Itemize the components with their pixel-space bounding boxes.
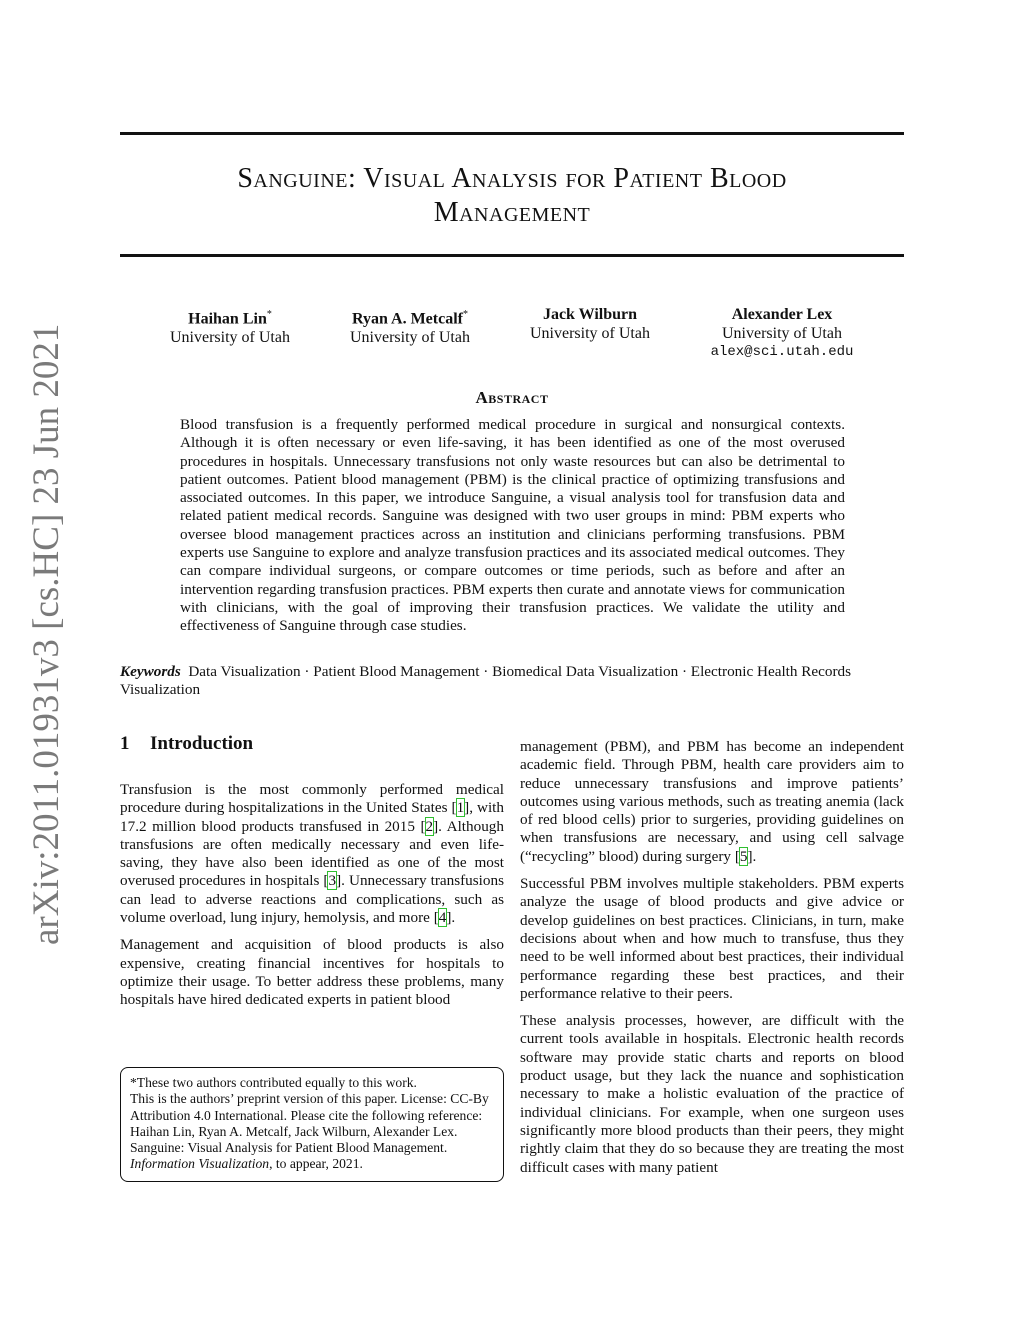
keywords-list: Data Visualization · Patient Blood Management · Biomedical Data Visualization · Electronic Health Records Visualization	[120, 663, 852, 699]
title-line-2: Management	[433, 197, 591, 228]
right-column	[520, 738, 904, 1186]
arxiv-stamp: arXiv:2011.01931v3 [cs.HC] 23 Jun 2021	[26, 323, 67, 945]
footnote-box	[120, 1067, 504, 1182]
paragraph: Successful PBM involves multiple stakeholders. PBM experts analyze the usage of blood products and give advice or develop guidelines on best practices. Clinicians, in turn, make decisions about when and how much to transfuse, thus they need to be well informed about best practices, their individual performance regarding these best practices, and their performance relative to their peers.	[520, 875, 904, 1002]
venue: Information Visualization	[130, 1156, 270, 1172]
author-name: Haihan Lin	[188, 310, 267, 328]
left-column	[120, 781, 504, 1019]
author-name: Ryan A. Metcalf	[352, 310, 463, 328]
keywords-label: Keywords	[120, 663, 181, 680]
title-line-1: Sanguine: Visual Analysis for Patient Blood	[237, 163, 787, 194]
equal-contrib-mark: *	[266, 309, 272, 320]
citation-link[interactable]: 5	[739, 847, 748, 865]
citation-link[interactable]: 2	[425, 817, 434, 835]
paper-title	[120, 162, 904, 230]
paragraph: Management and acquisition of blood products is also expensive, creating financial incentives for hospitals to optimize their usage. To better address these problems, many hospitals have hired dedicated experts in patient blood	[120, 936, 504, 1009]
author-block-1	[150, 305, 310, 347]
citation-link[interactable]: 4	[438, 909, 447, 927]
footnote-line: Haihan Lin, Ryan A. Metcalf, Jack Wilburn, Alexander Lex. Sanguine: Visual Analysis for Patient Blood Management. Information Visualization, to appear, 2021.	[130, 1123, 458, 1172]
title-rule-bottom	[120, 254, 904, 257]
citation-link[interactable]: 1	[456, 799, 465, 817]
author-affiliation: University of Utah	[722, 325, 842, 342]
paragraph: These analysis processes, however, are difficult with the current tools available in hospitals. Electronic health records software may provide static charts and reports on blood product usage, but they lack the nuance and sophistication necessary to make a holistic evaluation of the practice of individual clinicians. For example, when one surgeon uses significantly more blood products than their peers, they might rightly claim that they do so because they are treating the most difficult cases with many patient	[520, 1012, 904, 1176]
paragraph: management (PBM), and PBM has become an independent academic field. Through PBM, health care providers aim to reduce unnecessary transfusions and improve patients’ outcomes using various methods, such as treating anemia (lack of red blood cells) prior to surgeries, providing guidelines on when transfusions are necessary, and using cell salvage (“recycling” blood) during surgery [5].	[520, 738, 904, 865]
section-title: Introduction	[150, 733, 254, 754]
title-rule-top	[120, 132, 904, 135]
section-number: 1	[120, 733, 130, 754]
author-name: Alexander Lex	[731, 306, 833, 323]
keywords	[120, 663, 904, 700]
citation-link[interactable]: 3	[328, 872, 337, 890]
section-heading	[120, 733, 253, 755]
footnote-line: This is the authors’ preprint version of this paper. License: CC-By Attribution 4.0 International. Please cite the following reference:	[130, 1091, 489, 1123]
author-name: Jack Wilburn	[542, 306, 638, 323]
author-email[interactable]: alex@sci.utah.edu	[710, 344, 854, 360]
author-block-3	[510, 305, 670, 343]
author-block-2	[330, 305, 490, 347]
abstract-text: Blood transfusion is a frequently performed medical procedure in surgical and nonsurgical contexts. Although it is often necessary or even life-saving, it has been identified as one of the most overused procedures in hospitals. Unnecessary transfusions not only waste resources but can also be detrimental to patient outcomes. Patient blood management (PBM) is the clinical practice of optimizing transfusions and associated outcomes. In this paper, we introduce Sanguine, a visual analysis tool for transfusion data and related patient medical records. Sanguine was designed with two user groups in mind: PBM experts who oversee blood management practices across an institution and clinicians performing transfusions. PBM experts use Sanguine to explore and analyze transfusion practices and its associated medical outcomes. They can compare individual surgeons, or compare outcomes or time periods, such as before and after an intervention regarding transfusion practices. PBM experts then curate and annotate views for communication with clinicians, with the goal of improving their transfusion practices. We validate the utility and effectiveness of Sanguine through case studies.	[180, 416, 845, 635]
author-affiliation: University of Utah	[170, 329, 290, 347]
author-affiliation: University of Utah	[530, 325, 650, 342]
footnote-line: *These two authors contributed equally to this work.	[130, 1075, 417, 1090]
equal-contrib-mark: *	[462, 309, 468, 320]
author-block-4	[692, 305, 872, 362]
author-affiliation: University of Utah	[350, 329, 470, 347]
paragraph: Transfusion is the most commonly performed medical procedure during hospitalizations in the United States [1], with 17.2 million blood products transfused in 2015 [2]. Although transfusions are often medically necessary and even life-saving, they have also been identified as one of the most overused procedures in hospitals [3]. Unnecessary transfusions can lead to adverse reactions and complications, such as volume overload, lung injury, hemolysis, and more [4].	[120, 781, 505, 927]
abstract-heading: Abstract	[475, 388, 549, 407]
